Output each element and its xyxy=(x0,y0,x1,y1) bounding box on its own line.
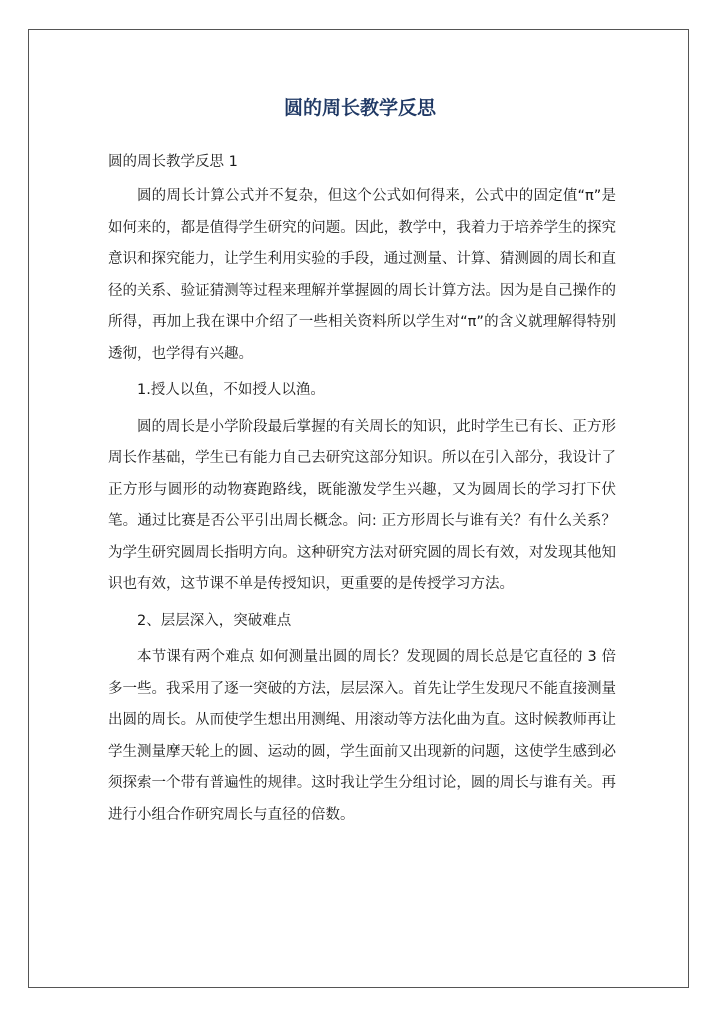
document-title: 圆的周长教学反思 xyxy=(283,97,436,119)
document-body xyxy=(108,150,616,836)
paragraph-point-1: 圆的周长是小学阶段最后掌握的有关周长的知识，此时学生已有长、正方形周长作基础，学生已有能力自己去研究这部分知识。所以在引入部分，我设计了正方形与圆形的动物赛跑路线，既能激发学生兴趣，又为圆周长的学习打下伏笔。通过比赛是否公平引出周长概念。问: 正方形周长与谁有关？有什么关系？为学生研究圆周长指明方向。这种研究方法对研究圆的周长有效，对发现其他知识也有效，这节课不单是传授知识，更重要的是传授学习方法。 xyxy=(108,418,616,592)
section-subtitle: 圆的周长教学反思 1 xyxy=(108,154,238,170)
paragraph-point-2: 本节课有两个难点 如何测量出圆的周长？发现圆的周长总是它直径的 3 倍多一些。我采用了逐一突破的方法，层层深入。首先让学生发现尺不能直接测量出圆的周长。从而使学生想出用测绳、用滚动等方法化曲为直。这时候教师再让学生测量摩天轮上的圆、运动的圆，学生面前又出现新的问题，这使学生感到必须探索一个带有普遍性的规律。这时我让学生分组讨论，圆的周长与谁有关。再进行小组合作研究周长与直径的倍数。 xyxy=(108,649,616,823)
paragraph-heading-2: 2、层层深入，突破难点 xyxy=(137,612,292,629)
paragraph-intro: 圆的周长计算公式并不复杂，但这个公式如何得来，公式中的固定值“π”是如何来的，都是值得学生研究的问题。因此，教学中，我着力于培养学生的探究意识和探究能力，让学生利用实验的手段，通过测量、计算、猜测圆的周长和直径的关系、验证猜测等过程来理解并掌握圆的周长计算方法。因为是自己操作的所得，再加上我在课中介绍了一些相关资料所以学生对“π”的含义就理解得特别透彻，也学得有兴趣。 xyxy=(108,188,616,362)
paragraph-heading-1: 1.授人以鱼，不如授人以渔。 xyxy=(137,382,325,398)
